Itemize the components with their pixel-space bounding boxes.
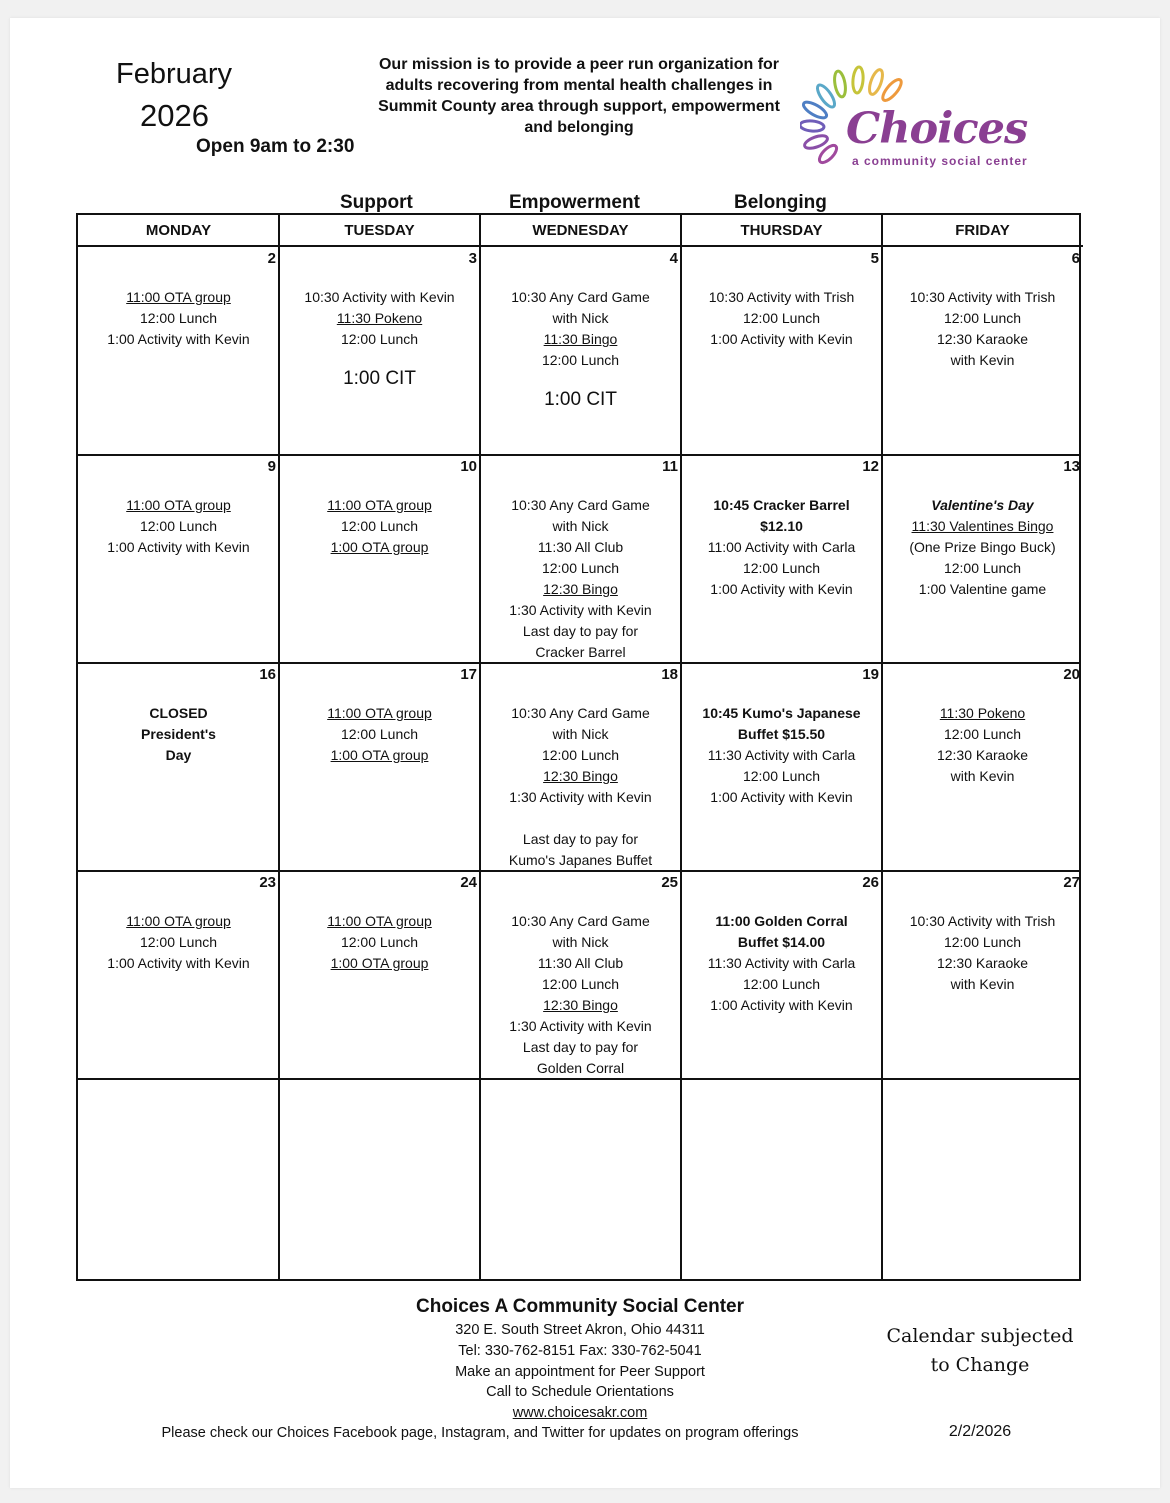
day-number: 12: [862, 458, 879, 475]
event-line: 11:00 OTA group: [327, 913, 432, 929]
day-header-friday: FRIDAY: [882, 215, 1083, 247]
theme-belonging: Belonging: [734, 192, 827, 213]
day-cell: [882, 247, 1083, 455]
day-number: 20: [1063, 666, 1080, 683]
event-line: 1:00 Activity with Kevin: [710, 789, 853, 805]
event-line: 11:00 OTA group: [126, 913, 231, 929]
event-line: 1:00 Activity with Kevin: [710, 997, 853, 1013]
event-line: 12:00 Lunch: [742, 768, 821, 784]
event-line: 11:30 All Club: [537, 955, 624, 971]
day-cell: [480, 455, 681, 663]
day-number: 18: [661, 666, 678, 683]
event-line: 11:00 OTA group: [126, 289, 231, 305]
event-line: 1:00 Activity with Kevin: [710, 581, 853, 597]
logo-name: Choices: [846, 104, 1028, 154]
event-line: 12:00 Lunch: [541, 352, 620, 368]
event-line: 1:00 Valentine game: [918, 581, 1047, 597]
event-line: with Nick: [552, 518, 609, 534]
event-line: with Nick: [552, 934, 609, 950]
event-line: 12:30 Bingo: [543, 997, 618, 1013]
calendar-change-notice: Calendar subjected to Change: [886, 1325, 1074, 1376]
empty-day-cell: [882, 1079, 1083, 1279]
day-header-monday: MONDAY: [78, 215, 279, 247]
empty-day-cell: [681, 1079, 882, 1279]
event-line: 10:30 Any Card Game: [511, 289, 650, 305]
day-number: 25: [661, 874, 678, 891]
day-cell: [681, 247, 882, 455]
event-line: 12:00 Lunch: [340, 934, 419, 950]
event-line: 1:00 Activity with Kevin: [710, 331, 853, 347]
event-line: 12:30 Bingo: [543, 768, 618, 784]
event-line: Buffet $14.00: [737, 934, 826, 950]
event-line: 12:00 Lunch: [541, 747, 620, 763]
event-line: 1:00 CIT: [544, 389, 617, 410]
day-cell: [681, 871, 882, 1079]
day-cell: [279, 455, 480, 663]
event-line: with Nick: [552, 726, 609, 742]
event-line: Valentine's Day: [931, 497, 1034, 513]
event-line: 11:30 Activity with Carla: [707, 955, 856, 971]
day-cell: [882, 455, 1083, 663]
event-line: 1:00 OTA group: [330, 955, 429, 971]
day-number: 10: [460, 458, 477, 475]
event-line: 1:30 Activity with Kevin: [509, 602, 652, 618]
day-number: 4: [669, 250, 678, 267]
event-line: 11:30 Pokeno: [939, 705, 1026, 721]
footer-phone: Tel: 330-762-8151 Fax: 330-762-5041: [458, 1343, 702, 1359]
event-line: Golden Corral: [536, 1060, 625, 1076]
day-cell: [681, 455, 882, 663]
day-number: 3: [468, 250, 477, 267]
event-line: Last day to pay for: [522, 831, 639, 847]
event-line: 10:30 Activity with Trish: [909, 913, 1056, 929]
event-line: 12:00 Lunch: [340, 726, 419, 742]
event-line: with Nick: [552, 310, 609, 326]
event-line: 12:00 Lunch: [541, 560, 620, 576]
event-line: 10:30 Any Card Game: [511, 913, 650, 929]
day-number: 9: [267, 458, 276, 475]
event-line: Day: [165, 747, 192, 763]
event-line: Buffet $15.50: [737, 726, 826, 742]
day-cell: [279, 871, 480, 1079]
event-line: 11:00 Activity with Carla: [707, 539, 856, 555]
footer-website-link[interactable]: www.choicesakr.com: [512, 1405, 648, 1421]
event-line: 1:30 Activity with Kevin: [509, 1018, 652, 1034]
footer-social-note: Please check our Choices Facebook page, Instagram, and Twitter for updates on program offerings: [161, 1425, 799, 1441]
event-line: 10:30 Any Card Game: [511, 497, 650, 513]
event-line: 11:30 All Club: [537, 539, 624, 555]
month-title: February: [116, 58, 233, 90]
event-line: 12:00 Lunch: [742, 560, 821, 576]
day-number: 16: [259, 666, 276, 683]
event-line: 10:45 Cracker Barrel: [713, 497, 850, 513]
day-number: 23: [259, 874, 276, 891]
event-line: 11:00 OTA group: [126, 497, 231, 513]
day-cell: [78, 455, 279, 663]
day-number: 26: [862, 874, 879, 891]
event-line: 12:00 Lunch: [340, 331, 419, 347]
event-line: 11:30 Pokeno: [336, 310, 423, 326]
day-header-tuesday: TUESDAY: [279, 215, 480, 247]
event-line: 1:30 Activity with Kevin: [509, 789, 652, 805]
event-line: 10:30 Any Card Game: [511, 705, 650, 721]
event-line: President's: [141, 726, 216, 742]
calendar-date: 2/2/2026: [948, 1423, 1012, 1440]
day-cell: [681, 663, 882, 871]
event-line: 12:00 Lunch: [742, 310, 821, 326]
event-line: 12:00 Lunch: [742, 976, 821, 992]
empty-day-cell: [480, 1079, 681, 1279]
day-header-thursday: THURSDAY: [681, 215, 882, 247]
day-number: 19: [862, 666, 879, 683]
day-cell: [279, 247, 480, 455]
event-line: 12:30 Bingo: [543, 581, 618, 597]
empty-day-cell: [78, 1079, 279, 1279]
event-line: with Kevin: [950, 352, 1015, 368]
event-line: Last day to pay for: [522, 1039, 639, 1055]
event-line: CLOSED: [149, 705, 208, 721]
event-line: 11:30 Valentines Bingo: [911, 518, 1054, 534]
day-cell: [480, 247, 681, 455]
event-line: 1:00 Activity with Kevin: [107, 955, 250, 971]
event-line: 11:30 Activity with Carla: [707, 747, 856, 763]
event-line: 1:00 Activity with Kevin: [107, 331, 250, 347]
day-cell: [78, 871, 279, 1079]
event-line: (One Prize Bingo Buck): [909, 539, 1056, 555]
event-line: 12:00 Lunch: [340, 518, 419, 534]
theme-support: Support: [340, 192, 413, 213]
theme-empowerment: Empowerment: [509, 192, 640, 213]
day-number: 27: [1063, 874, 1080, 891]
event-line: 1:00 CIT: [343, 368, 416, 389]
event-line: [480, 808, 681, 829]
event-line: with Kevin: [950, 768, 1015, 784]
day-cell: [480, 871, 681, 1079]
day-number: 5: [870, 250, 879, 267]
event-line: 12:00 Lunch: [139, 934, 218, 950]
event-line: 11:00 Golden Corral: [715, 913, 848, 929]
day-header-wednesday: WEDNESDAY: [480, 215, 681, 247]
event-line: 12:00 Lunch: [139, 310, 218, 326]
footer-address: 320 E. South Street Akron, Ohio 44311: [455, 1322, 705, 1338]
event-line: 11:00 OTA group: [327, 705, 432, 721]
day-number: 11: [662, 458, 678, 475]
day-cell: [882, 871, 1083, 1079]
day-number: 2: [267, 250, 276, 267]
event-line: 10:30 Activity with Kevin: [304, 289, 455, 305]
footer-org-name: Choices A Community Social Center: [416, 1296, 744, 1317]
event-line: 12:00 Lunch: [139, 518, 218, 534]
event-line: 10:30 Activity with Trish: [708, 289, 855, 305]
day-cell: [78, 247, 279, 455]
event-line: 12:30 Karaoke: [936, 955, 1029, 971]
opening-hours: Open 9am to 2:30: [196, 136, 355, 157]
day-number: 17: [460, 666, 477, 683]
event-line: $12.10: [760, 518, 803, 534]
event-line: 1:00 OTA group: [330, 539, 429, 555]
footer-appointment: Make an appointment for Peer Support: [455, 1364, 705, 1380]
footer-orientation: Call to Schedule Orientations: [486, 1384, 674, 1400]
calendar-grid: [76, 213, 1081, 1281]
event-line: 12:00 Lunch: [943, 310, 1022, 326]
event-line: 12:00 Lunch: [943, 726, 1022, 742]
day-number: 24: [460, 874, 477, 891]
event-line: Kumo's Japanes Buffet: [508, 852, 653, 868]
event-line: 1:00 Activity with Kevin: [107, 539, 250, 555]
event-line: 12:00 Lunch: [943, 934, 1022, 950]
day-cell: [279, 663, 480, 871]
event-line: 12:00 Lunch: [943, 560, 1022, 576]
event-line: 12:30 Karaoke: [936, 747, 1029, 763]
logo-tagline: a community social center: [852, 154, 1028, 168]
year-title: 2026: [140, 98, 209, 133]
event-line: 12:30 Karaoke: [936, 331, 1029, 347]
event-line: Cracker Barrel: [535, 644, 626, 660]
day-number: 13: [1063, 458, 1080, 475]
day-cell: [882, 663, 1083, 871]
event-line: with Kevin: [950, 976, 1015, 992]
event-line: 1:00 OTA group: [330, 747, 429, 763]
event-line: 10:45 Kumo's Japanese: [702, 705, 861, 721]
event-line: 11:30 Bingo: [543, 331, 618, 347]
event-line: 10:30 Activity with Trish: [909, 289, 1056, 305]
day-cell: [78, 663, 279, 871]
day-cell: [480, 663, 681, 871]
mission-statement: Our mission is to provide a peer run organization for adults recovering from mental health challenges in Summit County area through support, empowerment and belonging: [378, 56, 780, 136]
event-line: 11:00 OTA group: [327, 497, 432, 513]
empty-day-cell: [279, 1079, 480, 1279]
day-number: 6: [1071, 250, 1080, 267]
event-line: Last day to pay for: [522, 623, 639, 639]
event-line: 12:00 Lunch: [541, 976, 620, 992]
